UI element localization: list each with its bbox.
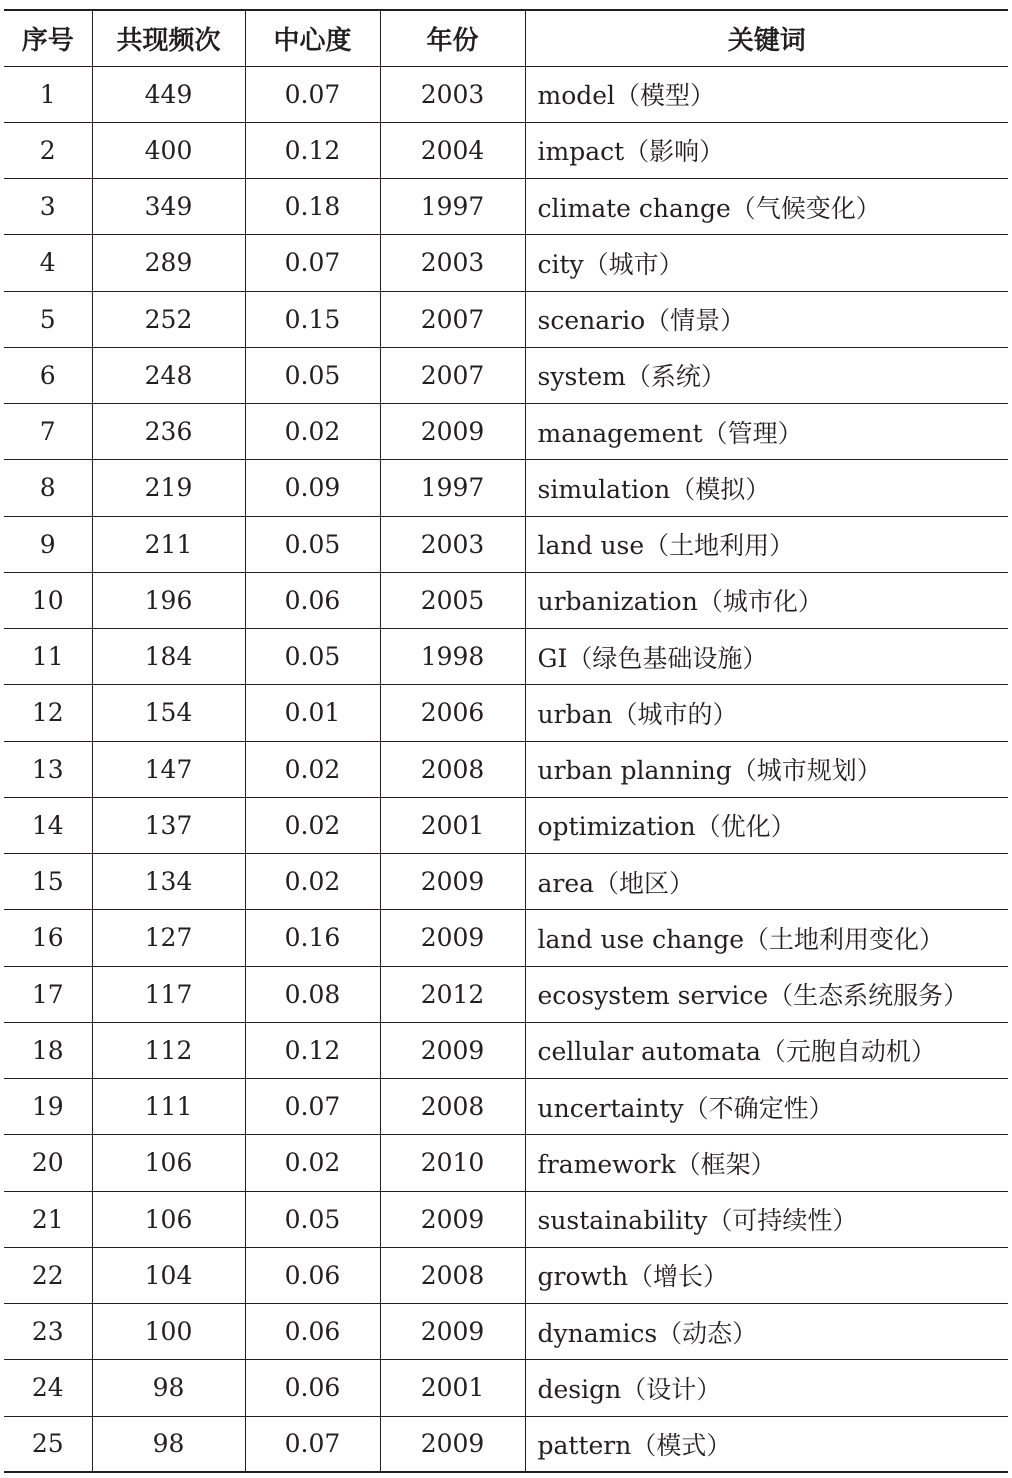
- cell-seq: 15: [4, 854, 92, 910]
- cell-year: 2012: [380, 966, 525, 1022]
- cell-keyword: city（城市）: [525, 235, 1008, 291]
- cell-year: 2003: [380, 235, 525, 291]
- cell-keyword: sustainability（可持续性）: [525, 1191, 1008, 1247]
- cell-centrality: 0.07: [245, 66, 380, 122]
- cell-seq: 1: [4, 66, 92, 122]
- cell-seq: 11: [4, 629, 92, 685]
- header-row: [4, 10, 1008, 66]
- table-row: [4, 797, 1008, 853]
- cell-keyword: climate change（气候变化）: [525, 179, 1008, 235]
- cell-keyword: optimization（优化）: [525, 797, 1008, 853]
- cell-frequency: 219: [92, 460, 245, 516]
- cell-frequency: 252: [92, 291, 245, 347]
- table-row: [4, 685, 1008, 741]
- table-header: [4, 10, 1008, 66]
- cell-year: 2007: [380, 291, 525, 347]
- cell-frequency: 400: [92, 122, 245, 178]
- table-row: [4, 629, 1008, 685]
- cell-keyword: growth（增长）: [525, 1247, 1008, 1303]
- table-row: [4, 1022, 1008, 1078]
- cell-frequency: 127: [92, 910, 245, 966]
- cell-frequency: 137: [92, 797, 245, 853]
- cell-frequency: 104: [92, 1247, 245, 1303]
- cell-seq: 18: [4, 1022, 92, 1078]
- cell-keyword: uncertainty（不确定性）: [525, 1079, 1008, 1135]
- cell-seq: 13: [4, 741, 92, 797]
- cell-seq: 8: [4, 460, 92, 516]
- cell-centrality: 0.02: [245, 797, 380, 853]
- cell-centrality: 0.05: [245, 629, 380, 685]
- header-year: 年份: [380, 10, 525, 66]
- cell-year: 2004: [380, 122, 525, 178]
- cell-year: 2003: [380, 516, 525, 572]
- cell-keyword: model（模型）: [525, 66, 1008, 122]
- cell-keyword: GI（绿色基础设施）: [525, 629, 1008, 685]
- cell-seq: 23: [4, 1304, 92, 1360]
- cell-keyword: scenario（情景）: [525, 291, 1008, 347]
- cell-keyword: urban planning（城市规划）: [525, 741, 1008, 797]
- cell-keyword: management（管理）: [525, 404, 1008, 460]
- cell-seq: 20: [4, 1135, 92, 1191]
- cell-year: 2009: [380, 854, 525, 910]
- cell-year: 2008: [380, 1247, 525, 1303]
- cell-centrality: 0.02: [245, 741, 380, 797]
- cell-keyword: land use change（土地利用变化）: [525, 910, 1008, 966]
- cell-year: 2009: [380, 1416, 525, 1472]
- header-frequency: 共现频次: [92, 10, 245, 66]
- cell-centrality: 0.01: [245, 685, 380, 741]
- cell-year: 2009: [380, 404, 525, 460]
- cell-frequency: 248: [92, 347, 245, 403]
- cell-keyword: land use（土地利用）: [525, 516, 1008, 572]
- cell-seq: 14: [4, 797, 92, 853]
- cell-centrality: 0.07: [245, 235, 380, 291]
- cell-keyword: simulation（模拟）: [525, 460, 1008, 516]
- cell-keyword: ecosystem service（生态系统服务）: [525, 966, 1008, 1022]
- cell-centrality: 0.06: [245, 1304, 380, 1360]
- table-body: [4, 66, 1008, 1472]
- cell-year: 2008: [380, 1079, 525, 1135]
- cell-keyword: dynamics（动态）: [525, 1304, 1008, 1360]
- table-row: [4, 1360, 1008, 1416]
- cell-seq: 16: [4, 910, 92, 966]
- table-row: [4, 291, 1008, 347]
- cell-frequency: 111: [92, 1079, 245, 1135]
- cell-frequency: 349: [92, 179, 245, 235]
- cell-centrality: 0.18: [245, 179, 380, 235]
- cell-centrality: 0.02: [245, 854, 380, 910]
- cell-keyword: framework（框架）: [525, 1135, 1008, 1191]
- cell-frequency: 236: [92, 404, 245, 460]
- cell-seq: 25: [4, 1416, 92, 1472]
- cell-centrality: 0.05: [245, 516, 380, 572]
- cell-keyword: pattern（模式）: [525, 1416, 1008, 1472]
- cell-frequency: 147: [92, 741, 245, 797]
- table-row: [4, 235, 1008, 291]
- header-seq: 序号: [4, 10, 92, 66]
- cell-centrality: 0.02: [245, 1135, 380, 1191]
- cell-centrality: 0.02: [245, 404, 380, 460]
- cell-frequency: 106: [92, 1135, 245, 1191]
- header-centrality: 中心度: [245, 10, 380, 66]
- cell-centrality: 0.05: [245, 347, 380, 403]
- cell-seq: 19: [4, 1079, 92, 1135]
- cell-frequency: 184: [92, 629, 245, 685]
- cell-year: 2005: [380, 572, 525, 628]
- cell-centrality: 0.07: [245, 1079, 380, 1135]
- table-row: [4, 910, 1008, 966]
- table-row: [4, 122, 1008, 178]
- table-row: [4, 572, 1008, 628]
- table-row: [4, 1079, 1008, 1135]
- cell-year: 2009: [380, 1304, 525, 1360]
- table-row: [4, 966, 1008, 1022]
- cell-centrality: 0.12: [245, 122, 380, 178]
- cell-keyword: area（地区）: [525, 854, 1008, 910]
- table-row: [4, 854, 1008, 910]
- cell-centrality: 0.06: [245, 572, 380, 628]
- cell-centrality: 0.06: [245, 1360, 380, 1416]
- cell-centrality: 0.05: [245, 1191, 380, 1247]
- cell-frequency: 449: [92, 66, 245, 122]
- cell-seq: 2: [4, 122, 92, 178]
- cell-keyword: design（设计）: [525, 1360, 1008, 1416]
- cell-frequency: 112: [92, 1022, 245, 1078]
- table-row: [4, 1135, 1008, 1191]
- cell-seq: 24: [4, 1360, 92, 1416]
- cell-seq: 7: [4, 404, 92, 460]
- keyword-table: [4, 9, 1008, 1473]
- keyword-table-container: [4, 9, 1008, 1473]
- cell-seq: 3: [4, 179, 92, 235]
- table-row: [4, 1416, 1008, 1472]
- cell-year: 2009: [380, 1022, 525, 1078]
- cell-seq: 22: [4, 1247, 92, 1303]
- table-row: [4, 460, 1008, 516]
- cell-frequency: 98: [92, 1360, 245, 1416]
- table-row: [4, 1304, 1008, 1360]
- cell-year: 2009: [380, 910, 525, 966]
- cell-keyword: impact（影响）: [525, 122, 1008, 178]
- cell-frequency: 117: [92, 966, 245, 1022]
- cell-year: 1997: [380, 179, 525, 235]
- cell-centrality: 0.09: [245, 460, 380, 516]
- cell-frequency: 134: [92, 854, 245, 910]
- cell-seq: 5: [4, 291, 92, 347]
- table-row: [4, 1247, 1008, 1303]
- cell-year: 2009: [380, 1191, 525, 1247]
- cell-seq: 4: [4, 235, 92, 291]
- cell-seq: 9: [4, 516, 92, 572]
- table-row: [4, 179, 1008, 235]
- cell-frequency: 100: [92, 1304, 245, 1360]
- cell-centrality: 0.12: [245, 1022, 380, 1078]
- cell-seq: 10: [4, 572, 92, 628]
- cell-frequency: 154: [92, 685, 245, 741]
- cell-year: 1997: [380, 460, 525, 516]
- cell-keyword: urban（城市的）: [525, 685, 1008, 741]
- table-row: [4, 1191, 1008, 1247]
- table-row: [4, 66, 1008, 122]
- cell-centrality: 0.15: [245, 291, 380, 347]
- cell-keyword: cellular automata（元胞自动机）: [525, 1022, 1008, 1078]
- cell-seq: 17: [4, 966, 92, 1022]
- cell-seq: 12: [4, 685, 92, 741]
- table-row: [4, 516, 1008, 572]
- cell-keyword: system（系统）: [525, 347, 1008, 403]
- table-row: [4, 347, 1008, 403]
- table-row: [4, 741, 1008, 797]
- cell-year: 2001: [380, 797, 525, 853]
- header-keyword: 关键词: [525, 10, 1008, 66]
- cell-year: 2001: [380, 1360, 525, 1416]
- cell-frequency: 106: [92, 1191, 245, 1247]
- table-row: [4, 404, 1008, 460]
- cell-centrality: 0.06: [245, 1247, 380, 1303]
- cell-keyword: urbanization（城市化）: [525, 572, 1008, 628]
- cell-seq: 21: [4, 1191, 92, 1247]
- cell-year: 1998: [380, 629, 525, 685]
- cell-frequency: 98: [92, 1416, 245, 1472]
- cell-year: 2006: [380, 685, 525, 741]
- cell-year: 2008: [380, 741, 525, 797]
- cell-year: 2007: [380, 347, 525, 403]
- cell-frequency: 211: [92, 516, 245, 572]
- cell-centrality: 0.07: [245, 1416, 380, 1472]
- cell-year: 2003: [380, 66, 525, 122]
- cell-frequency: 196: [92, 572, 245, 628]
- cell-centrality: 0.08: [245, 966, 380, 1022]
- cell-centrality: 0.16: [245, 910, 380, 966]
- cell-frequency: 289: [92, 235, 245, 291]
- cell-year: 2010: [380, 1135, 525, 1191]
- cell-seq: 6: [4, 347, 92, 403]
